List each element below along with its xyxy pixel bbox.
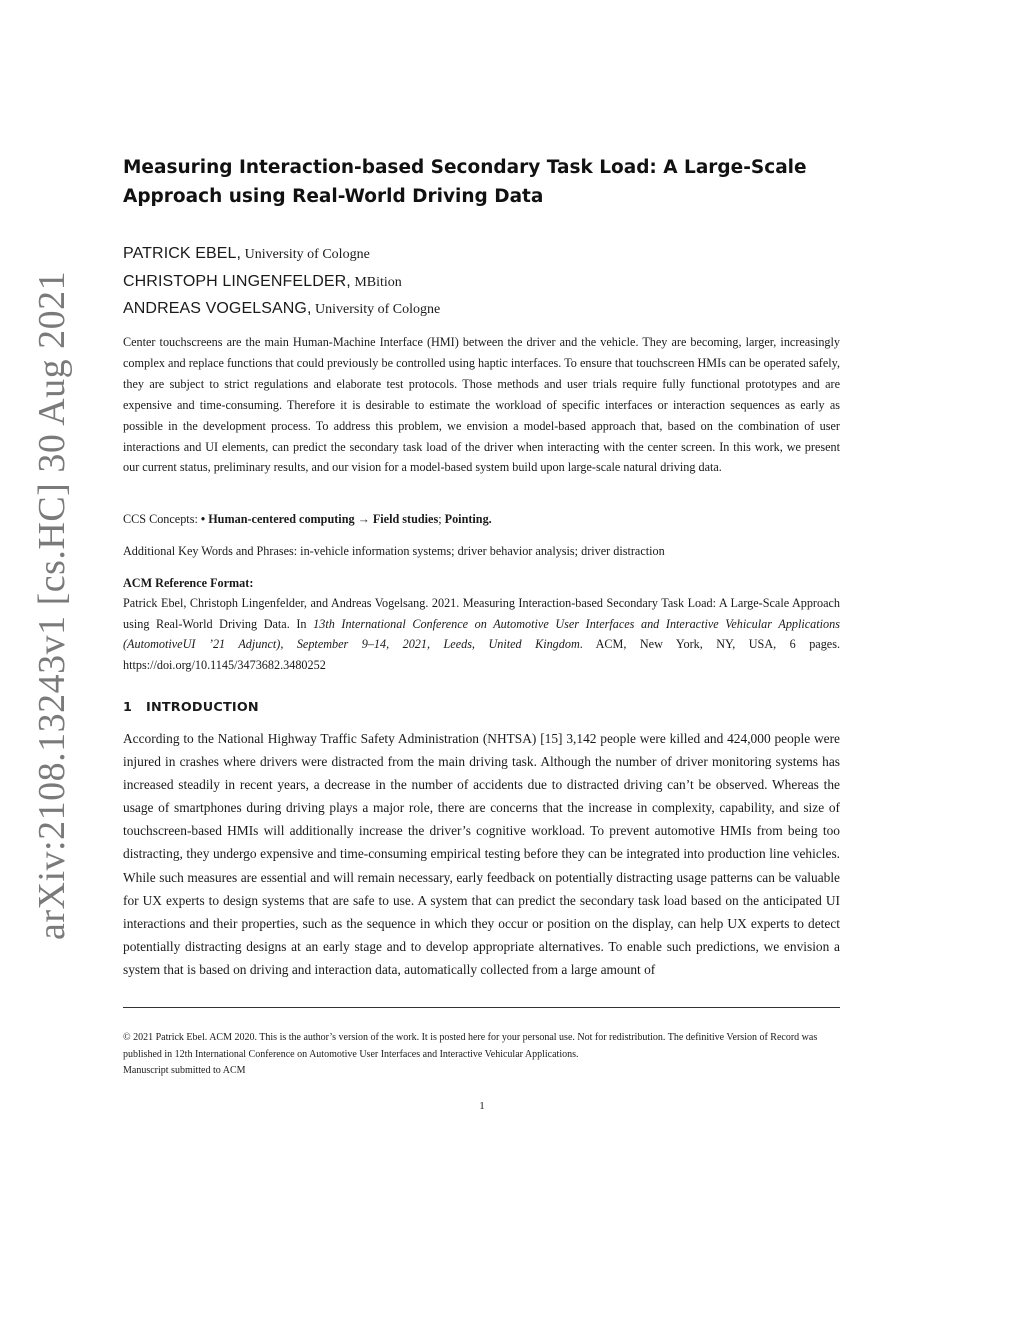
ccs-concept-primary: Human-centered computing <box>208 512 355 526</box>
ccs-concept-field-studies: Field studies <box>372 512 439 526</box>
acm-reference-heading: ACM Reference Format: <box>123 576 254 590</box>
introduction-paragraph: According to the National Highway Traffic Safety Administration (NHTSA) [15] 3,142 people were killed and 424,000 people were injured in crashes where drivers were distracted from the main driving task. Although the number of driver monitoring systems has increased steadily in recent years, a decrease in the number of accidents due to distracted driving can’t be observed. Whereas the usage of smartphones during driving plays a major role, there are concerns that the increase in complexity, capability, and size of touchscreen-based HMIs will additionally increase the driver’s cognitive workload. To prevent automotive HMIs from being too distracting, they undergo expensive and time-consuming empirical testing before they can be integrated into production line vehicles. While such measures are essential and will remain necessary, early feedback on potentially distracting usage patterns can be valuable for UX experts to design systems that are safe to use. A system that can predict the secondary task load based on the anticipated UI interactions and their properties, such as the sequence in which they occur or position on the display, can help UX experts to detect potentially distracting designs at an early stage and to develop appropriate alternatives. To enable such predictions, we envision a system that is based on driving and interaction data, automatically collected from a large amount of <box>123 731 840 977</box>
paper-title: Measuring Interaction-based Secondary Task Load: A Large-Scale Approach using Real-World Driving Data <box>123 157 807 207</box>
author-list <box>123 240 440 323</box>
ccs-arrow: → <box>354 512 373 526</box>
section-number: 1 <box>123 700 133 715</box>
manuscript-note: Manuscript submitted to ACM <box>123 1065 246 1076</box>
author-name: PATRICK EBEL, <box>123 245 242 262</box>
author-1 <box>123 240 440 268</box>
ccs-concepts <box>123 510 840 528</box>
ccs-bullet: • <box>200 512 209 526</box>
copyright-footnote <box>123 1030 840 1080</box>
ccs-end: . <box>488 512 492 526</box>
author-name: ANDREAS VOGELSANG, <box>123 300 312 317</box>
author-name: CHRISTOPH LINGENFELDER, <box>123 272 351 290</box>
author-2 <box>123 268 440 296</box>
author-affiliation: University of Cologne <box>311 302 441 317</box>
author-3 <box>123 295 440 323</box>
ccs-label: CCS Concepts: <box>123 512 201 526</box>
arxiv-identifier-stamp: arXiv:2108.13243v1 [cs.HC] 30 Aug 2021 <box>31 270 73 940</box>
section-title: INTRODUCTION <box>146 700 259 715</box>
footnote-divider <box>123 1007 840 1008</box>
acm-reference-citation <box>123 593 840 675</box>
page-number: 1 <box>479 1100 485 1112</box>
abstract: Center touchscreens are the main Human-Machine Interface (HMI) between the driver and the vehicle. They are becoming, larger, increasingly complex and replace functions that could previously be controlled using haptic interfaces. To ensure that touchscreen HMIs can be operated safely, they are subject to strict regulations and elaborate test protocols. Those methods and user trials require fully functional prototypes and are expensive and time-consuming. Therefore it is desirable to estimate the workload of specific interfaces or interaction sequences as early as possible in the development process. To address this problem, we envision a model-based approach that, based on the combination of user interactions and UI elements, can predict the secondary task load of the driver when interacting with the center screen. In this work, we present our current status, preliminary results, and our vision for a model-based system build upon large-scale natural driving data. <box>123 335 840 475</box>
ccs-separator: ; <box>438 512 445 526</box>
author-affiliation: University of Cologne <box>241 247 370 262</box>
citation-venue: 13th International Conference on Automotive User Interfaces and Interactive Vehicular Applications (AutomotiveUI ’21 Adjunct), September 9–14, 2021, Leeds, United Kingdom <box>123 616 840 652</box>
citation-authors-title: Patrick Ebel, Christoph Lingenfelder, and Andreas Vogelsang. 2021. Measuring Interaction-based Secondary Task Load: A Large-Scale Approach using Real-World Driving Data. In <box>123 596 840 631</box>
ccs-concept-pointing: Pointing <box>444 512 489 526</box>
author-affiliation: MBition <box>350 274 402 290</box>
citation-publisher-doi: . ACM, New York, NY, USA, 6 pages. https://doi.org/10.1145/3473682.3480252 <box>123 637 840 672</box>
section-heading-introduction <box>123 699 259 717</box>
copyright-notice: © 2021 Patrick Ebel. ACM 2020. This is the author’s version of the work. It is posted here for your personal use. Not for redistribution. The definitive Version of Record was published in 12th International Conference on Automotive User Interfaces and Interactive Vehicular Applications. <box>123 1032 818 1060</box>
keywords: Additional Key Words and Phrases: in-vehicle information systems; driver behavior analysis; driver distraction <box>123 544 665 558</box>
